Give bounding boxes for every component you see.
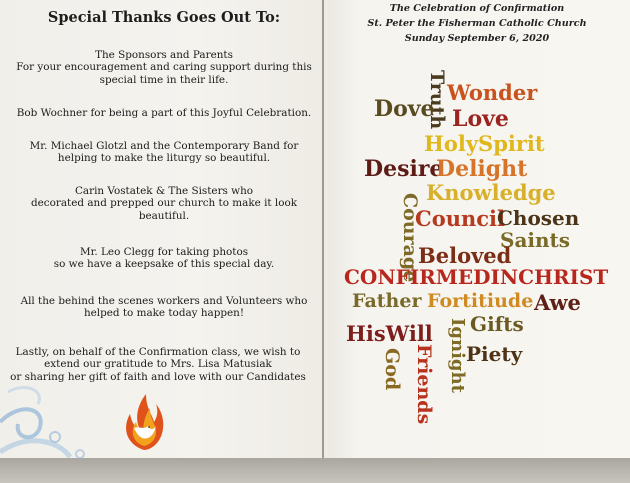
thanks-paragraph-decorators [0,185,328,222]
word-father: Father [352,290,422,312]
thanks-line: Lastly, on behalf of the Confirmation class, we wish to [15,346,301,358]
word-awe: Awe [534,290,581,315]
thanks-line: Mr. Leo Clegg for taking photos [79,246,249,258]
word-dove: Dove [374,96,435,122]
swirl-ornament-icon [0,362,110,462]
word-god: God [381,348,403,391]
thanks-paragraph-wochner [0,107,328,119]
word-friends: Friends [413,344,435,425]
word-holyspirit: HolySpirit [424,131,545,156]
word-ignight: Ignight [447,318,468,393]
word-gifts: Gifts [470,312,524,336]
thanks-line: or sharing her gift of faith and love with our Candidates [10,370,306,383]
thanks-line: The Sponsors and Parents [95,49,233,61]
word-beloved: Beloved [418,243,512,268]
thanks-line: helping to make the liturgy so beautiful. [57,152,271,165]
word-confirmedinchrist: CONFIRMEDINCHRIST [344,265,609,289]
thanks-paragraph-volunteers [0,295,328,320]
word-delight: Delight [436,156,528,182]
thanks-line: special time in their life. [99,73,229,86]
word-saints: Saints [500,228,571,252]
thanks-line: beautiful. [138,209,190,222]
word-knowledge: Knowledge [426,180,556,205]
thanks-line: Carin Vostatek & The Sisters who [74,185,254,197]
thanks-paragraph-sponsors [0,49,328,86]
word-courage: Courage [399,193,421,283]
church-name: St. Peter the Fisherman Catholic Church [367,18,587,29]
thanks-line: Bob Wochner for being a part of this Joyful Celebration. [16,107,312,119]
thanks-paragraph-photos [0,246,328,271]
word-wonder: Wonder [447,80,538,105]
word-love: Love [452,106,509,132]
thanks-line: so we have a keepsake of this special day. [53,258,275,271]
thanks-paragraph-band [0,140,328,165]
thanks-line: extend our gratitude to Mrs. Lisa Matusiak [44,358,272,371]
thanks-line: For your encouragement and caring support during this [16,61,312,74]
word-fortitiude: Fortitiude [427,290,534,312]
dove-flame-icon [120,392,168,452]
word-desire: Desire [364,156,444,182]
thanks-line: helped to make today happen! [83,307,245,320]
program-title: The Celebration of Confirmation [389,3,565,14]
thanks-line: Mr. Michael Glotzl and the Contemporary Band for [29,140,299,152]
word-hiswill: HisWill [346,321,433,346]
word-truth: Truth [426,70,448,130]
thanks-line: All the behind the scenes workers and Volunteers who [20,295,308,307]
word-piety: Piety [466,342,523,366]
thanks-line: decorated and prepped our church to make it look [31,197,297,210]
word-chosen: Chosen [497,206,580,230]
event-date: Sunday September 6, 2020 [404,33,550,44]
thanks-heading: Special Thanks Goes Out To: [47,9,281,26]
right-page [322,0,630,470]
word-council: Council [415,206,505,231]
